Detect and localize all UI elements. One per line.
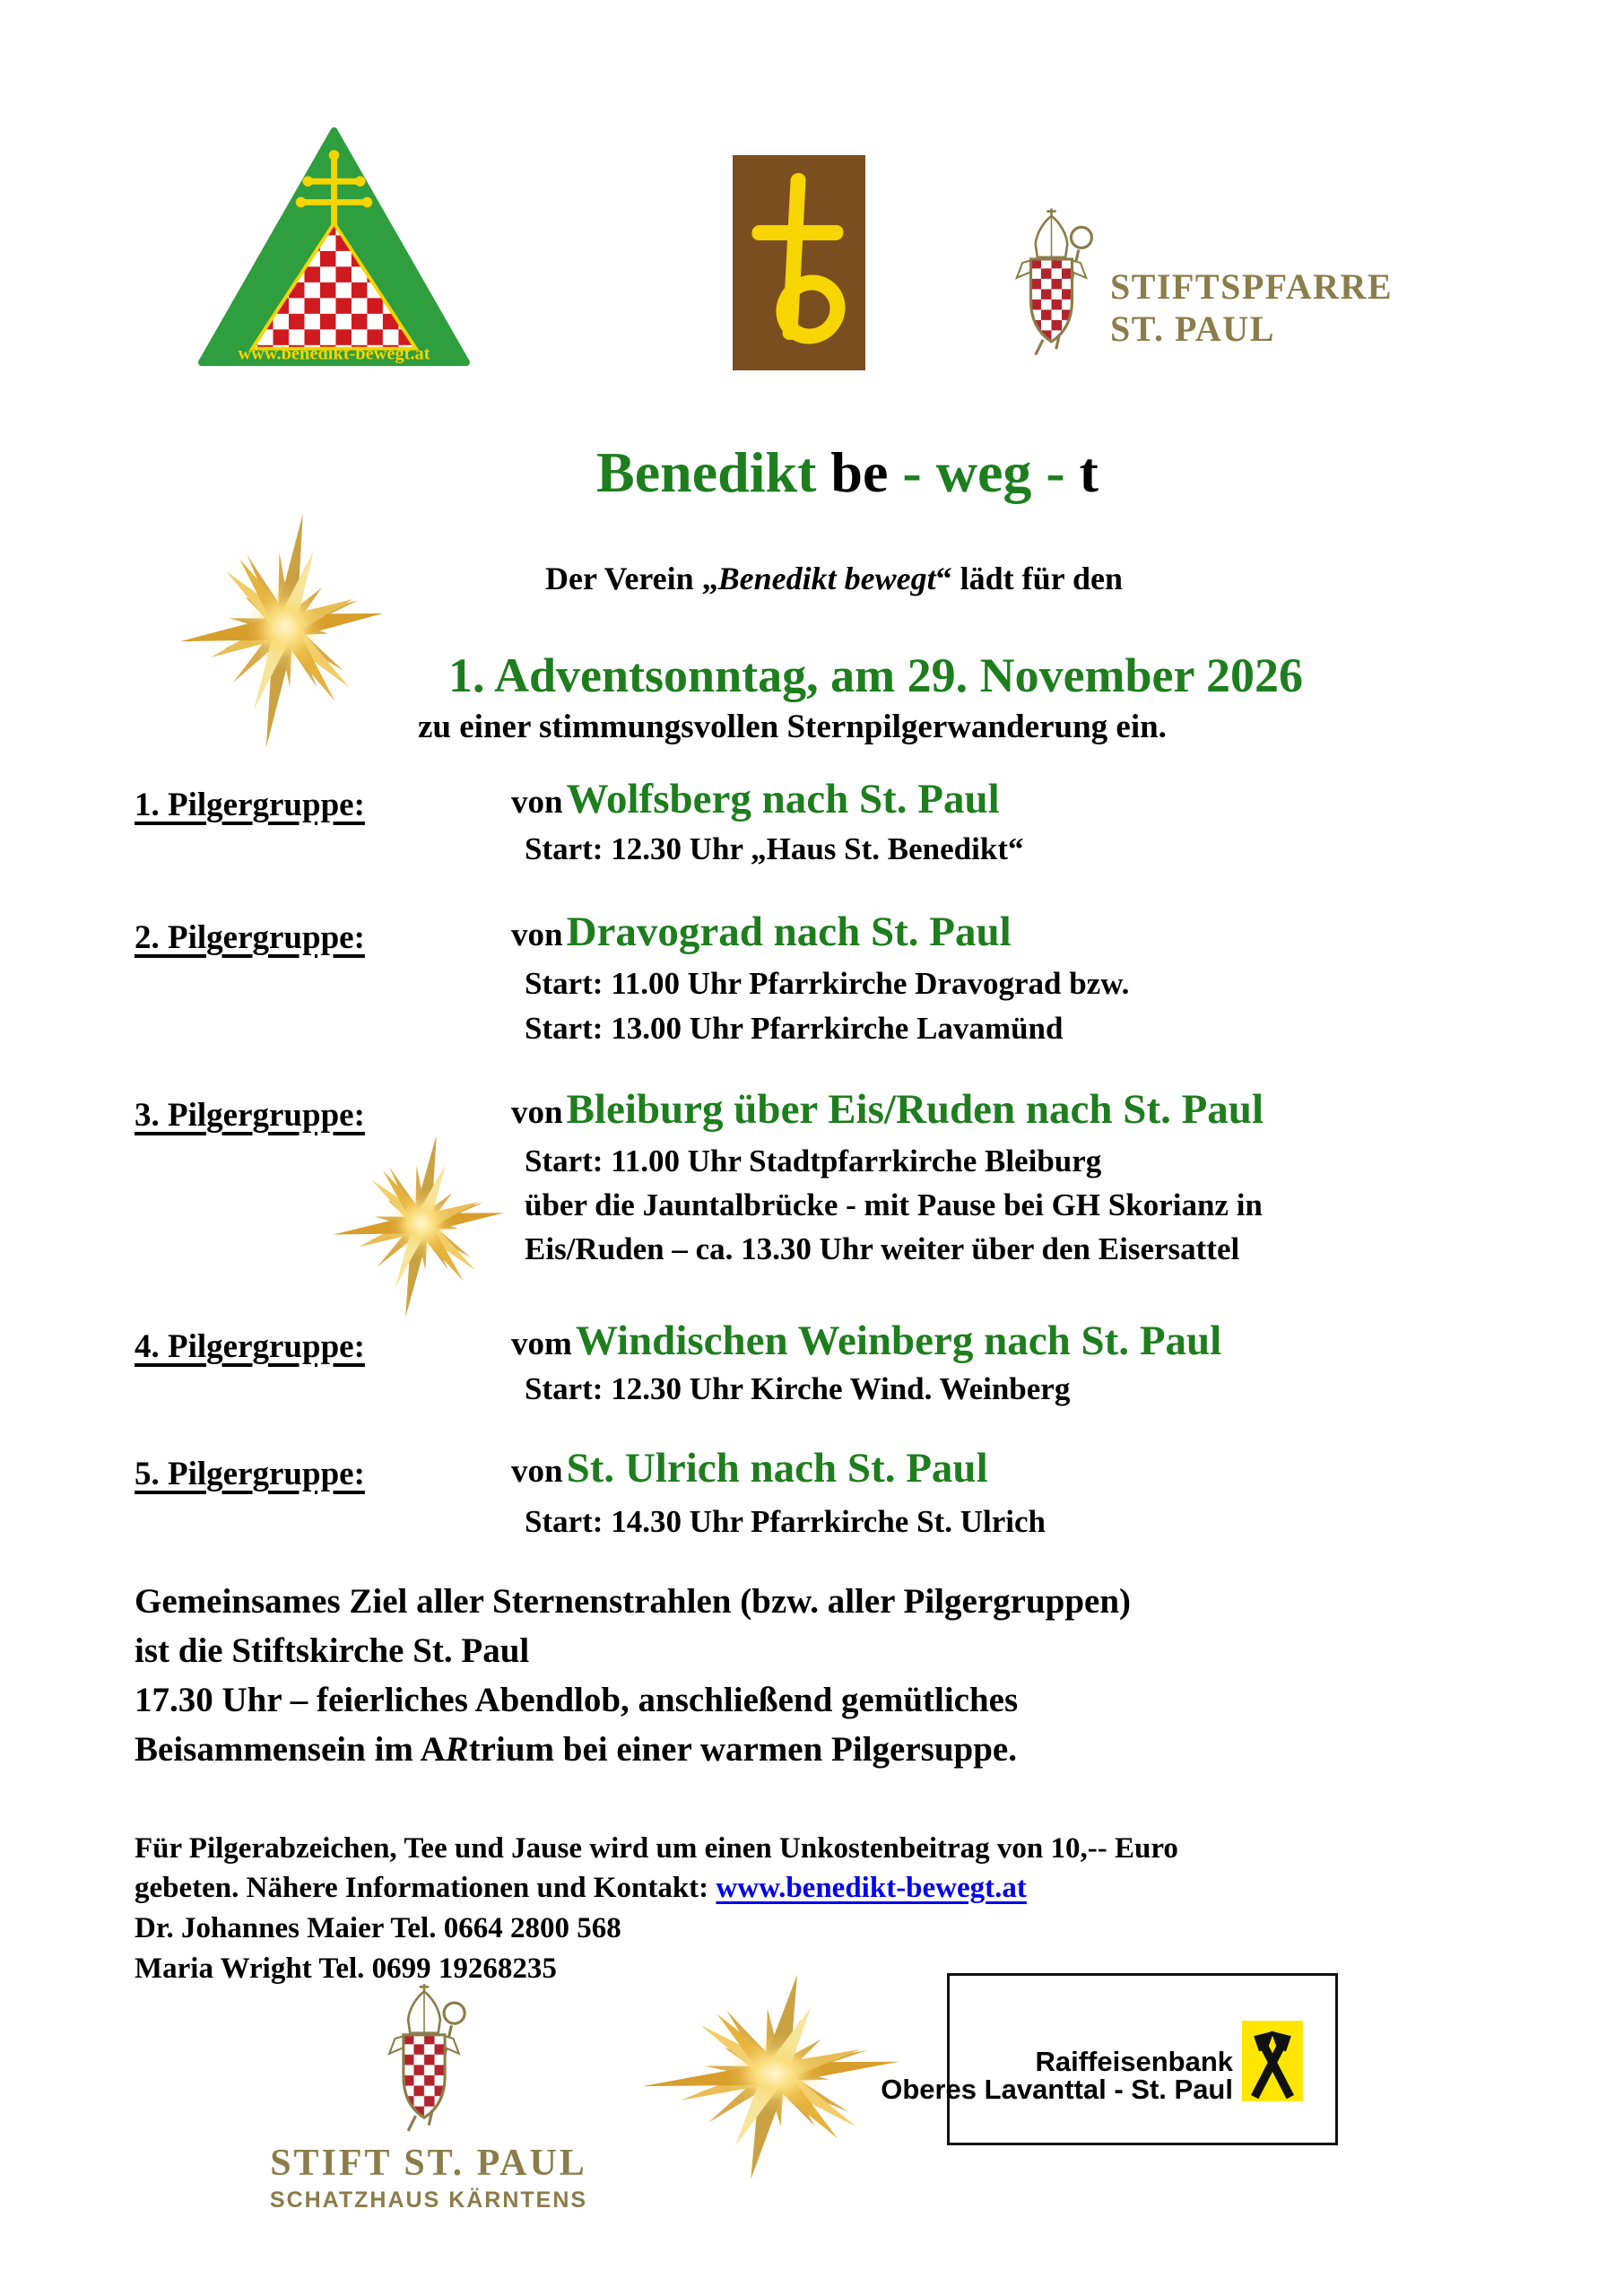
stiftspfarre-line1: STIFTSPFARRE bbox=[1110, 266, 1394, 307]
group-4-detail-1: Start: 12.30 Uhr Kirche Wind. Weinberg bbox=[525, 1371, 1071, 1406]
group-2-route bbox=[511, 909, 1012, 955]
triangle-logo-icon bbox=[193, 126, 475, 370]
stiftspfarre-coat-of-arms bbox=[1000, 206, 1103, 357]
invite-line: zu einer stimmungsvollen Sternpilgerwanderung ein. bbox=[418, 709, 1167, 745]
triangle-logo-url: www.benedikt-bewegt.at bbox=[238, 344, 430, 364]
group-5-route bbox=[511, 1446, 988, 1492]
info-line-2-pre: gebeten. Nähere Informationen und Kontakt: bbox=[135, 1872, 716, 1904]
group-1-label: 1. Pilgergruppe: bbox=[135, 787, 365, 823]
event-date-heading: 1. Adventsonntag, am 29. November 2026 bbox=[448, 648, 1304, 702]
stiftspfarre-wordmark bbox=[1110, 265, 1393, 350]
benedikt-bewegt-triangle-logo bbox=[193, 126, 475, 370]
goal-line-1: Gemeinsames Ziel aller Sternenstrahlen (bzw. aller Pilgergruppen) bbox=[135, 1582, 1132, 1621]
moravian-star-icon-2 bbox=[325, 1123, 518, 1324]
goal-line-4-em: R bbox=[445, 1730, 469, 1769]
intro-verein-name: Benedikt bewegt bbox=[717, 561, 936, 596]
benedikt-bewegt-b-logo bbox=[733, 155, 865, 370]
group-2-detail-2: Start: 13.00 Uhr Pfarrkirche Lavamünd bbox=[525, 1011, 1064, 1046]
group-5-prefix: von bbox=[511, 1453, 563, 1490]
stift-tagline: SCHATZHAUS KÄRNTENS bbox=[269, 2187, 588, 2213]
group-3-detail-3: Eis/Ruden – ca. 13.30 Uhr weiter über den Eisersattel bbox=[525, 1231, 1240, 1266]
group-4-route-text: Windischen Weinberg nach St. Paul bbox=[575, 1318, 1222, 1364]
group-2-prefix: von bbox=[511, 917, 563, 953]
group-2-route-text: Dravograd nach St. Paul bbox=[566, 909, 1012, 955]
goal-line-4 bbox=[135, 1731, 1017, 1769]
intro-line bbox=[256, 561, 1412, 596]
group-3-detail-1: Start: 11.00 Uhr Stadtpfarrkirche Bleiburg bbox=[525, 1144, 1102, 1178]
info-contact-1: Dr. Johannes Maier Tel. 0664 2800 568 bbox=[135, 1912, 621, 1944]
title-part-2: be bbox=[816, 440, 903, 504]
group-3-detail-2: über die Jauntalbrücke - mit Pause bei GH Skorianz in bbox=[525, 1187, 1263, 1222]
group-1-prefix: von bbox=[511, 784, 563, 821]
group-4-prefix: vom bbox=[511, 1326, 572, 1362]
group-4-route bbox=[511, 1318, 1221, 1364]
group-5-detail-1: Start: 14.30 Uhr Pfarrkirche St. Ulrich bbox=[525, 1504, 1046, 1539]
group-2-label: 2. Pilgergruppe: bbox=[135, 919, 365, 956]
title-part-1: Benedikt bbox=[596, 440, 817, 504]
goal-line-4-post: trium bei einer warmen Pilgersuppe. bbox=[468, 1730, 1017, 1769]
b-cross-icon bbox=[733, 155, 865, 370]
group-3-route bbox=[511, 1087, 1264, 1133]
group-3-route-text: Bleiburg über Eis/Ruden nach St. Paul bbox=[566, 1086, 1264, 1133]
intro-pre: Der Verein „ bbox=[545, 561, 718, 596]
stift-wordmark: STIFT ST. PAUL bbox=[270, 2143, 587, 2184]
info-contact-2: Maria Wright Tel. 0699 19268235 bbox=[135, 1952, 557, 1985]
intro-post: “ lädt für den bbox=[935, 561, 1123, 596]
raiffeisenbank-line1: Raiffeisenbank bbox=[1035, 2046, 1233, 2077]
stiftspfarre-line2: ST. PAUL bbox=[1110, 309, 1275, 349]
info-line-1: Für Pilgerabzeichen, Tee und Jause wird um einen Unkostenbeitrag von 10,-- Euro bbox=[135, 1832, 1178, 1865]
page-title bbox=[269, 441, 1426, 503]
group-3-prefix: von bbox=[511, 1094, 563, 1131]
info-line-2 bbox=[135, 1873, 1027, 1905]
group-3-label: 3. Pilgergruppe: bbox=[135, 1097, 365, 1134]
goal-line-3: 17.30 Uhr – feierliches Abendlob, anschließend gemütliches bbox=[135, 1681, 1019, 1719]
goal-line-4-pre: Beisammensein im A bbox=[135, 1730, 446, 1769]
raiffeisen-gable-cross-icon bbox=[1242, 2019, 1303, 2103]
stift-coat-of-arms bbox=[369, 1982, 479, 2133]
group-1-route bbox=[511, 777, 1000, 822]
raiffeisenbank-wordmark bbox=[881, 2048, 1233, 2103]
goal-line-2: ist die Stiftskirche St. Paul bbox=[135, 1631, 530, 1670]
group-5-route-text: St. Ulrich nach St. Paul bbox=[566, 1445, 988, 1492]
moravian-star-icon-1 bbox=[170, 498, 400, 756]
group-2-detail-1: Start: 11.00 Uhr Pfarrkirche Dravograd bzw. bbox=[525, 966, 1130, 1001]
group-5-label: 5. Pilgergruppe: bbox=[135, 1456, 365, 1492]
title-part-4: t bbox=[1079, 440, 1099, 504]
benedikt-bewegt-link[interactable]: www.benedikt-bewegt.at bbox=[716, 1872, 1027, 1904]
bishop-arms-icon-footer bbox=[369, 1982, 479, 2133]
raiffeisenbank-line2: Oberes Lavanttal - St. Paul bbox=[881, 2074, 1233, 2105]
group-4-label: 4. Pilgergruppe: bbox=[135, 1328, 365, 1365]
bishop-arms-icon bbox=[1000, 206, 1103, 357]
group-1-detail-1: Start: 12.30 Uhr „Haus St. Benedikt“ bbox=[525, 831, 1024, 866]
raiffeisenbank-logo-box bbox=[881, 1973, 1338, 2145]
group-1-route-text: Wolfsberg nach St. Paul bbox=[566, 776, 1000, 822]
moravian-star-icon-3 bbox=[630, 1961, 920, 2187]
title-part-3: - weg - bbox=[902, 440, 1080, 504]
